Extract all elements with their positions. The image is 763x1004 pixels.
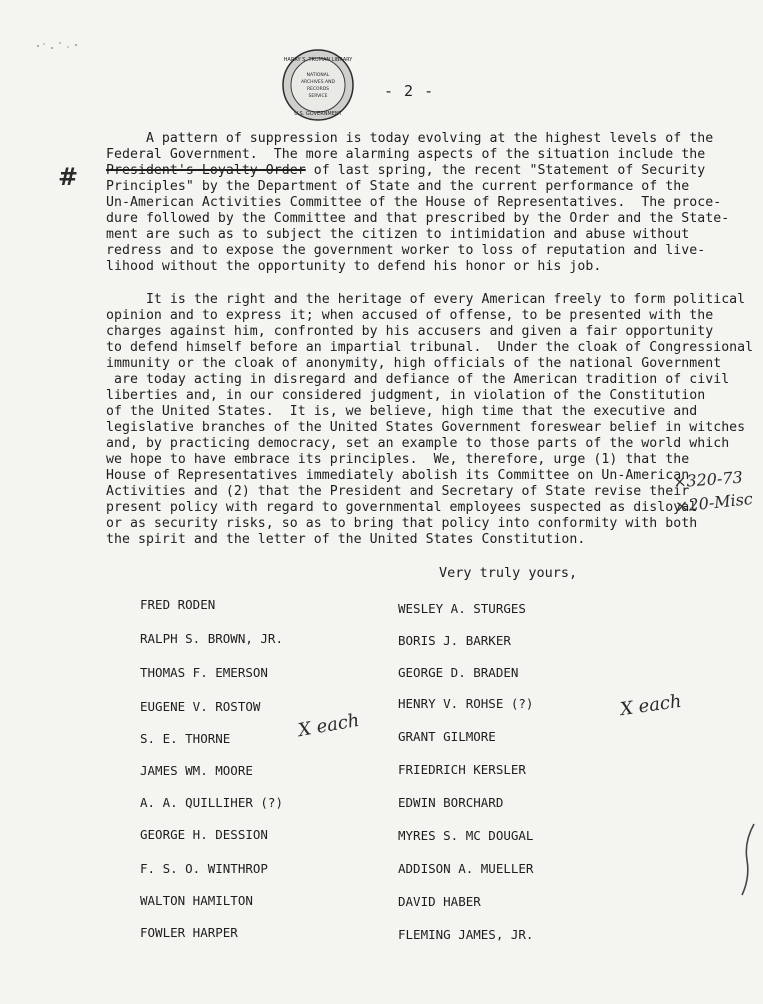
signatory-right: GEORGE D. BRADEN — [398, 665, 519, 680]
p1-line-8: redress and to expose the government worker to loss of reputation and live- — [106, 243, 706, 258]
handwritten-note-2: ×20-Misc — [674, 488, 754, 517]
signatory-left: A. A. QUILLIHER (?) — [140, 795, 283, 810]
svg-text:ARCHIVES AND: ARCHIVES AND — [301, 80, 335, 85]
p2-line: opinion and to express it; when accused of offense, to be presented with the — [106, 308, 714, 323]
svg-text:NATIONAL: NATIONAL — [306, 73, 330, 78]
handwritten-note-3: X each — [296, 709, 361, 742]
signatory-right: WESLEY A. STURGES — [398, 601, 526, 616]
signatory-right: BORIS J. BARKER — [398, 633, 511, 648]
p2-line: of the United States. It is, we believe, high time that the executive and — [106, 404, 698, 419]
signatory-right: HENRY V. ROHSE (?) — [398, 696, 534, 711]
p2-line: present policy with regard to governmental employees suspected as disloyal — [106, 500, 698, 515]
signatory-left: FRED RODEN — [140, 597, 216, 612]
signatory-left: EUGENE V. ROSTOW — [140, 699, 261, 714]
signatory-right: ADDISON A. MUELLER — [398, 861, 534, 876]
signatory-right: GRANT GILMORE — [398, 729, 496, 744]
svg-text:RECORDS: RECORDS — [306, 87, 330, 92]
p2-line: and, by practicing democracy, set an example to those parts of the world which — [106, 436, 730, 451]
p1-line-5: Un-American Activities Committee of the House of Representatives. The proce- — [106, 195, 722, 210]
signatory-left: GEORGE H. DESSION — [140, 827, 268, 842]
signatory-left: RALPH S. BROWN, JR. — [140, 631, 283, 646]
p1-line-7: ment are such as to subject the citizen to intimidation and abuse without — [106, 227, 690, 242]
signatory-left: JAMES WM. MOORE — [140, 763, 253, 778]
handwritten-hash-mark: # — [58, 162, 79, 191]
signatory-left: WALTON HAMILTON — [140, 893, 253, 908]
page-number: - 2 - — [384, 82, 435, 100]
signatory-left: F. S. O. WINTHROP — [140, 861, 268, 876]
signatory-right: FRIEDRICH KERSLER — [398, 762, 526, 777]
archive-stamp — [281, 48, 355, 122]
p1-line-3: of last spring, the recent "Statement of Security — [305, 163, 706, 178]
p2-line: immunity or the cloak of anonymity, high officials of the national Government — [106, 356, 722, 371]
p1-struck-text: President's Loyalty Order — [106, 163, 306, 178]
scan-artifact — [30, 30, 90, 60]
signatory-left: FOWLER HARPER — [140, 925, 238, 940]
svg-text:U.S. GOVERNMENT: U.S. GOVERNMENT — [294, 111, 342, 117]
signatory-left: THOMAS F. EMERSON — [140, 665, 268, 680]
p1-line-2: Federal Government. The more alarming aspects of the situation include the — [106, 147, 706, 162]
signatory-right: FLEMING JAMES, JR. — [398, 927, 534, 942]
p2-line: or as security risks, so as to bring that policy into conformity with both — [106, 516, 698, 531]
p2-line: House of Representatives immediately abolish its Committee on Un-American — [106, 468, 690, 483]
closing-salutation: Very truly yours, — [439, 565, 578, 581]
handwritten-note-4: X each — [618, 690, 683, 721]
p1-line-6: dure followed by the Committee and that prescribed by the Order and the State- — [106, 211, 730, 226]
handwritten-note-1: ×320-73 — [672, 467, 744, 492]
svg-text:SERVICE: SERVICE — [308, 94, 328, 99]
p2-line: charges against him, confronted by his accusers and given a fair opportunity — [106, 324, 714, 339]
signatory-left: S. E. THORNE — [140, 731, 231, 746]
paragraph-2 — [106, 292, 756, 548]
p2-line: to defend himself before an impartial tribunal. Under the cloak of Congressional — [106, 340, 754, 355]
signatory-right: DAVID HABER — [398, 894, 481, 909]
p2-line: Activities and (2) that the President and Secretary of State revise their — [106, 484, 690, 499]
p2-line: legislative branches of the United States Government foreswear belief in witches — [106, 420, 746, 435]
stamp-top-text: HARRY S. TRUMAN LIBRARY — [283, 57, 353, 63]
p2-line: are today acting in disregard and defiance of the American tradition of civil — [106, 372, 730, 387]
p2-line: liberties and, in our considered judgment, in violation of the Constitution — [106, 388, 706, 403]
paragraph-1 — [106, 131, 756, 275]
p1-line-9: lihood without the opportunity to defend his honor or his job. — [106, 259, 602, 274]
p2-line: It is the right and the heritage of every American freely to form political — [106, 292, 746, 307]
signatory-right: MYRES S. MC DOUGAL — [398, 828, 534, 843]
p2-line: the spirit and the letter of the United States Constitution. — [106, 532, 586, 547]
signatory-right: EDWIN BORCHARD — [398, 795, 504, 810]
p2-line: we hope to have embrace its principles. We, therefore, urge (1) that the — [106, 452, 690, 467]
pencil-bracket-mark — [738, 822, 758, 897]
p1-line-4: Principles" by the Department of State and the current performance of the — [106, 179, 690, 194]
p1-line-1: A pattern of suppression is today evolving at the highest levels of the — [106, 131, 714, 146]
